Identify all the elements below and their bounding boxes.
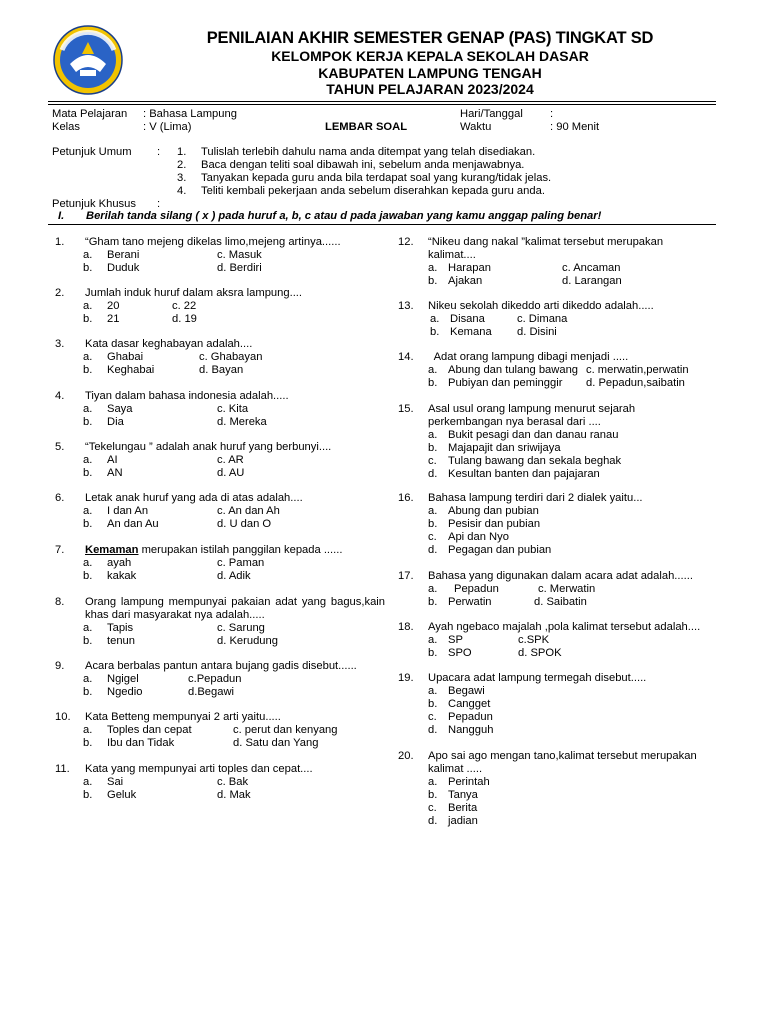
- option-text: Ghabai: [107, 351, 144, 363]
- option-letter: b.: [428, 275, 438, 287]
- option-letter: a.: [428, 262, 438, 274]
- option-text: Tanya: [448, 789, 478, 801]
- option-text: d. Pepadun,saibatin: [586, 377, 685, 389]
- header-divider-2: [48, 104, 716, 105]
- petunjuk-khusus-label: Petunjuk Khusus: [52, 198, 136, 210]
- option-letter: b.: [83, 262, 93, 274]
- petunjuk-num: 1.: [177, 146, 187, 158]
- option-text: AN: [107, 467, 123, 479]
- roman-numeral: I.: [58, 210, 65, 222]
- question-text-rest: merupakan istilah panggilan kepada ......: [138, 544, 343, 556]
- option-text: Abung dan tulang bawang: [448, 364, 579, 376]
- option-text: Bukit pesagi dan dan danau ranau: [448, 429, 619, 441]
- option-letter: a.: [83, 622, 93, 634]
- option-text: d. Saibatin: [534, 596, 587, 608]
- petunjuk-num: 4.: [177, 185, 187, 197]
- option-text: Keghabai: [107, 364, 155, 376]
- emphasized-term: Kemaman: [85, 544, 139, 556]
- option-text: d. Satu dan Yang: [233, 737, 319, 749]
- kelas-value: : V (Lima): [143, 121, 192, 133]
- option-text: c. AR: [217, 454, 244, 466]
- option-letter: b.: [428, 647, 438, 659]
- option-letter: b.: [83, 467, 93, 479]
- option-letter: a.: [83, 351, 93, 363]
- option-text: d. 19: [172, 313, 197, 325]
- question-text: Jumlah induk huruf dalam aksra lampung....: [85, 287, 303, 299]
- option-letter: d.: [428, 468, 438, 480]
- option-letter: b.: [428, 442, 438, 454]
- option-text: c. An dan Ah: [217, 505, 280, 517]
- option-text: Nangguh: [448, 724, 494, 736]
- option-letter: b.: [428, 698, 438, 710]
- option-letter: b.: [83, 789, 93, 801]
- instruction-text: Berilah tanda silang ( x ) pada huruf a, b, c atau d pada jawaban yang kamu anggap paling benar!: [86, 210, 602, 222]
- question-number: 15.: [398, 403, 414, 415]
- option-letter: a.: [83, 673, 93, 685]
- option-letter: b.: [83, 364, 93, 376]
- waktu-value: : 90 Menit: [550, 121, 600, 133]
- option-text: Toples dan cepat: [107, 724, 192, 736]
- option-text: Ajakan: [448, 275, 483, 287]
- option-letter: a.: [83, 724, 93, 736]
- option-text: Pesisir dan pubian: [448, 518, 541, 530]
- option-letter: a.: [83, 557, 93, 569]
- option-text: d. SPOK: [518, 647, 562, 659]
- option-letter: c.: [428, 531, 437, 543]
- option-text: d. Kerudung: [217, 635, 278, 647]
- title-line-2: KELOMPOK KERJA KEPALA SEKOLAH DASAR: [271, 48, 589, 64]
- option-letter: a.: [83, 505, 93, 517]
- option-text: d. Mak: [217, 789, 251, 801]
- petunjuk-umum-colon: :: [157, 146, 161, 158]
- option-letter: d.: [428, 544, 438, 556]
- option-text: c. Bak: [217, 776, 249, 788]
- question-number: 14.: [398, 351, 414, 363]
- petunjuk-num: 3.: [177, 172, 187, 184]
- option-text: d. U dan O: [217, 518, 272, 530]
- question-number: 6.: [55, 492, 65, 504]
- option-letter: b.: [83, 570, 93, 582]
- option-text: tenun: [107, 635, 135, 647]
- mapel-label: Mata Pelajaran: [52, 108, 128, 120]
- option-text: c. Merwatin: [538, 583, 596, 595]
- option-text: Ngigel: [107, 673, 139, 685]
- option-letter: a.: [83, 300, 93, 312]
- question-number: 1.: [55, 236, 65, 248]
- option-text: c. 22: [172, 300, 197, 312]
- question-text: “Gham tano mejeng dikelas limo,mejeng artinya......: [85, 236, 341, 248]
- option-text: Pubiyan dan peminggir: [448, 377, 563, 389]
- question-text: [85, 544, 342, 557]
- question-text: Kata Betteng mempunyai 2 arti yaitu.....: [85, 711, 281, 723]
- option-letter: b.: [83, 686, 93, 698]
- option-letter: a.: [428, 776, 438, 788]
- question-text: “Nikeu dang nakal ”kalimat tersebut merupakan kalimat....: [428, 236, 664, 261]
- option-text: Pepadun: [454, 583, 499, 595]
- option-letter: d.: [428, 815, 438, 827]
- hari-value: :: [550, 108, 554, 120]
- question-number: 19.: [398, 672, 414, 684]
- mapel-value: : Bahasa Lampung: [143, 108, 237, 120]
- header-divider: [48, 101, 716, 102]
- option-text: c. Ancaman: [562, 262, 621, 274]
- question-number: 20.: [398, 750, 414, 762]
- option-text: Begawi: [448, 685, 485, 697]
- tut-wuri-handayani-logo: [52, 24, 124, 96]
- petunjuk-text: Tulislah terlebih dahulu nama anda ditempat yang telah disediakan.: [201, 146, 536, 158]
- option-text: Tulang bawang dan sekala beghak: [448, 455, 622, 467]
- option-letter: a.: [83, 249, 93, 261]
- question-text: Kata dasar keghabayan adalah....: [85, 338, 253, 350]
- title-line-3: KABUPATEN LAMPUNG TENGAH: [318, 65, 542, 81]
- kelas-label: Kelas: [52, 121, 80, 133]
- option-text: c. merwatin,perwatin: [586, 364, 689, 376]
- question-text: Adat orang lampung dibagi menjadi .....: [428, 351, 629, 363]
- question-number: 17.: [398, 570, 414, 582]
- option-text: Berita: [448, 802, 478, 814]
- option-text: d. Larangan: [562, 275, 622, 287]
- option-letter: a.: [83, 403, 93, 415]
- title-line-1: PENILAIAN AKHIR SEMESTER GENAP (PAS) TINGKAT SD: [206, 29, 654, 47]
- petunjuk-text: Teliti kembali pekerjaan anda sebelum diserahkan kepada guru anda.: [201, 185, 545, 197]
- petunjuk-umum-label: Petunjuk Umum: [52, 146, 132, 158]
- option-text: c.Pepadun: [188, 673, 242, 685]
- option-text: SP: [448, 634, 463, 646]
- option-text: Duduk: [107, 262, 140, 274]
- option-text: c. Dimana: [517, 313, 568, 325]
- option-letter: a.: [428, 634, 438, 646]
- option-text: Dia: [107, 416, 124, 428]
- question-number: 18.: [398, 621, 414, 633]
- option-text: Abung dan pubian: [448, 505, 539, 517]
- option-letter: b.: [83, 518, 93, 530]
- option-letter: a.: [428, 505, 438, 517]
- option-text: Perintah: [448, 776, 490, 788]
- option-letter: b.: [83, 416, 93, 428]
- option-letter: b.: [83, 737, 93, 749]
- question-number: 3.: [55, 338, 65, 350]
- option-letter: b.: [430, 326, 440, 338]
- option-text: Cangget: [448, 698, 491, 710]
- option-text: ayah: [107, 557, 132, 569]
- option-text: Majapajit dan sriwijaya: [448, 442, 561, 454]
- option-text: Ibu dan Tidak: [107, 737, 175, 749]
- option-letter: c.: [428, 455, 437, 467]
- option-text: Harapan: [448, 262, 491, 274]
- question-text: Orang lampung mempunyai pakaian adat yang bagus,kain khas dari masyarakat nya adalah.....: [85, 596, 385, 621]
- option-text: SPO: [448, 647, 472, 659]
- option-text: c. perut dan kenyang: [233, 724, 338, 736]
- question-text: Acara berbalas pantun antara bujang gadis disebut......: [85, 660, 357, 672]
- option-letter: c.: [428, 711, 437, 723]
- option-letter: a.: [428, 685, 438, 697]
- question-text: Kata yang mempunyai arti toples dan cepat....: [85, 763, 313, 775]
- question-text: Asal usul orang lampung menurut sejarah perkembangan nya berasal dari ....: [428, 403, 636, 428]
- option-letter: b.: [83, 313, 93, 325]
- hari-label: Hari/Tanggal: [460, 108, 523, 120]
- option-letter: b.: [428, 596, 438, 608]
- option-text: c. Kita: [217, 403, 249, 415]
- waktu-label: Waktu: [460, 121, 492, 133]
- option-letter: a.: [83, 776, 93, 788]
- option-text: Geluk: [107, 789, 137, 801]
- option-text: Api dan Nyo: [448, 531, 509, 543]
- option-letter: d.: [428, 724, 438, 736]
- option-text: c. Ghabayan: [199, 351, 263, 363]
- option-text: I dan An: [107, 505, 149, 517]
- option-text: d. Bayan: [199, 364, 244, 376]
- option-letter: c.: [428, 802, 437, 814]
- question-number: 10.: [55, 711, 71, 723]
- petunjuk-num: 2.: [177, 159, 187, 171]
- option-text: Sai: [107, 776, 124, 788]
- question-number: 13.: [398, 300, 414, 312]
- question-text: Ayah ngebaco majalah ,pola kalimat tersebut adalah....: [428, 621, 701, 633]
- question-text: Tiyan dalam bahasa indonesia adalah.....: [85, 390, 289, 402]
- option-letter: b.: [428, 518, 438, 530]
- petunjuk-text: Tanyakan kepada guru anda bila terdapat soal yang kurang/tidak jelas.: [201, 172, 552, 184]
- option-text: 21: [107, 313, 120, 325]
- question-number: 2.: [55, 287, 65, 299]
- option-text: Berani: [107, 249, 140, 261]
- option-text: d. AU: [217, 467, 245, 479]
- option-text: c. Sarung: [217, 622, 265, 634]
- option-letter: a.: [428, 364, 438, 376]
- option-text: Pegagan dan pubian: [448, 544, 552, 556]
- question-number: 4.: [55, 390, 65, 402]
- option-letter: a.: [83, 454, 93, 466]
- question-text: Nikeu sekolah dikeddo arti dikeddo adalah.....: [428, 300, 654, 312]
- option-text: jadian: [448, 815, 478, 827]
- question-number: 16.: [398, 492, 414, 504]
- option-text: d. Adik: [217, 570, 251, 582]
- option-text: d. Disini: [517, 326, 557, 338]
- question-number: 11.: [55, 763, 70, 775]
- option-text: Ngedio: [107, 686, 143, 698]
- option-text: Saya: [107, 403, 133, 415]
- question-number: 5.: [55, 441, 65, 453]
- option-text: d. Mereka: [217, 416, 267, 428]
- option-text: kakak: [107, 570, 137, 582]
- option-text: Disana: [450, 313, 485, 325]
- option-letter: b.: [428, 377, 438, 389]
- question-number: 8.: [55, 596, 65, 608]
- option-text: d.Begawi: [188, 686, 235, 698]
- question-text: Letak anak huruf yang ada di atas adalah....: [85, 492, 303, 504]
- question-text: “Tekelungau ” adalah anak huruf yang berbunyi....: [85, 441, 332, 453]
- option-text: Kemana: [450, 326, 492, 338]
- question-number: 7.: [55, 544, 65, 556]
- option-letter: a.: [428, 429, 438, 441]
- option-text: 20: [107, 300, 120, 312]
- question-text: Bahasa yang digunakan dalam acara adat adalah......: [428, 570, 693, 582]
- option-text: c.SPK: [518, 634, 550, 646]
- question-number: 12.: [398, 236, 414, 248]
- option-letter: a.: [428, 583, 438, 595]
- option-letter: a.: [430, 313, 440, 325]
- option-text: d. Berdiri: [217, 262, 262, 274]
- option-text: c. Masuk: [217, 249, 262, 261]
- option-text: Perwatin: [448, 596, 492, 608]
- option-letter: b.: [83, 635, 93, 647]
- petunjuk-khusus-colon: :: [157, 198, 161, 210]
- petunjuk-text: Baca dengan teliti soal dibawah ini, sebelum anda menjawabnya.: [201, 159, 525, 171]
- option-text: An dan Au: [107, 518, 159, 530]
- petunjuk-khusus-instruction: [48, 210, 716, 225]
- option-text: Kesultan banten dan pajajaran: [448, 468, 600, 480]
- option-text: Tapis: [107, 622, 134, 634]
- question-text: Bahasa lampung terdiri dari 2 dialek yaitu...: [428, 492, 643, 504]
- option-text: AI: [107, 454, 118, 466]
- question-text: Upacara adat lampung termegah disebut.....: [428, 672, 647, 684]
- question-number: 9.: [55, 660, 65, 672]
- option-text: c. Paman: [217, 557, 265, 569]
- option-letter: b.: [428, 789, 438, 801]
- title-line-4: TAHUN PELAJARAN 2023/2024: [326, 81, 534, 97]
- lembar-soal-label: LEMBAR SOAL: [325, 121, 408, 133]
- option-text: Pepadun: [448, 711, 493, 723]
- question-text: Apo sai ago mengan tano,kalimat tersebut merupakan kalimat .....: [428, 750, 697, 775]
